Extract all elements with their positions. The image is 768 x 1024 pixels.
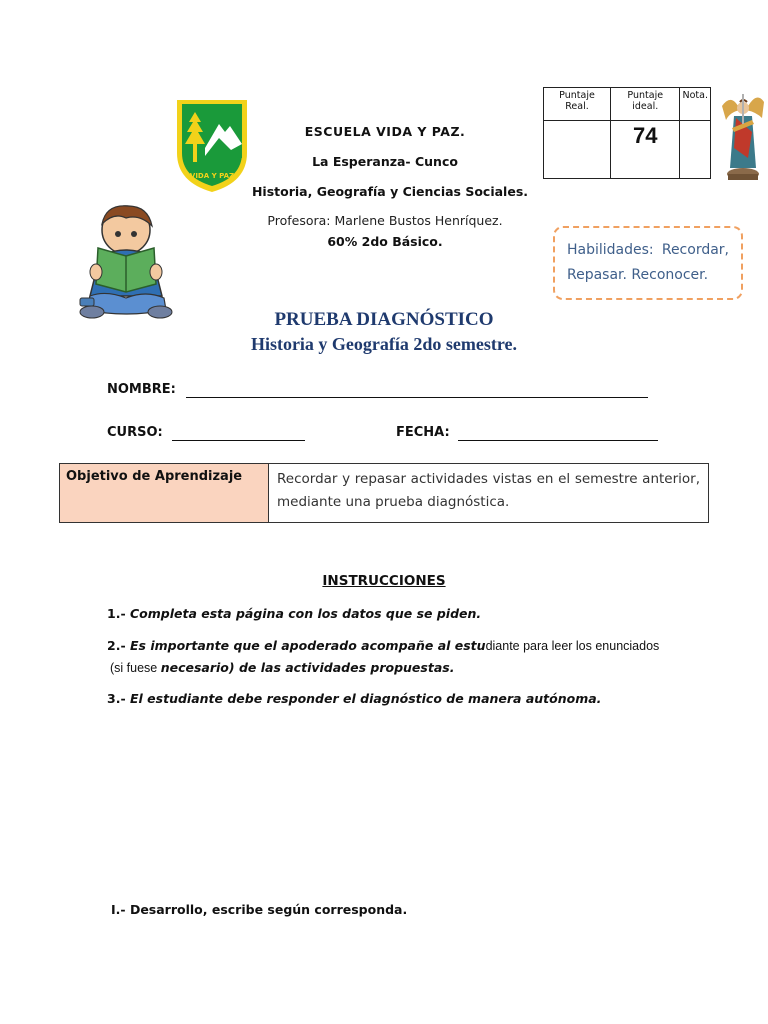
instruction-2-text-d: necesario) de las actividades propuestas.	[160, 660, 455, 675]
course-field[interactable]	[172, 439, 305, 441]
date-label: FECHA:	[396, 425, 450, 440]
instruction-1-text: Completa esta página con los datos que se piden.	[130, 606, 482, 621]
grade-level: 60% 2do Básico.	[327, 234, 443, 249]
exam-subtitle: Historia y Geografía 2do semestre.	[250, 334, 518, 354]
instruction-3-text: El estudiante debe responder el diagnóstico de manera autónoma.	[130, 691, 602, 706]
school-location: La Esperanza- Cunco	[312, 154, 458, 169]
objective-table	[59, 463, 709, 523]
score-ideal-value: 74	[633, 123, 658, 148]
objective-label: Objetivo de Aprendizaje	[60, 464, 269, 523]
instruction-3-number: 3.-	[107, 691, 126, 706]
score-real-value[interactable]	[544, 121, 611, 179]
angel-statue-image	[718, 88, 768, 188]
school-name: ESCUELA VIDA Y PAZ.	[304, 124, 466, 139]
objective-text: Recordar y repasar actividades vistas en el semestre anterior, mediante una prueba diagnóstica.	[269, 464, 709, 523]
score-grade-value[interactable]	[680, 121, 711, 179]
course-label: CURSO:	[107, 425, 163, 440]
instruction-3	[107, 691, 601, 706]
instruction-2	[107, 638, 659, 653]
instructions-title: INSTRUCCIONES	[322, 573, 446, 589]
instruction-2-continued	[110, 660, 454, 675]
score-table	[543, 87, 711, 179]
score-header-ideal: Puntaje ideal.	[611, 88, 680, 121]
instruction-1-number: 1.-	[107, 606, 126, 621]
skills-box	[553, 226, 743, 300]
shield-logo-text: VIDA Y PAZ	[189, 172, 235, 180]
teacher-name: Profesora: Marlene Bustos Henríquez.	[267, 213, 503, 228]
skills-text: Habilidades: Recordar, Repasar. Reconocer.	[567, 242, 729, 283]
subject-name: Historia, Geografía y Ciencias Sociales.	[251, 184, 529, 199]
instruction-2-text-a: Es importante que el apoderado acompañe al estu	[130, 638, 486, 653]
exam-title: PRUEBA DIAGNÓSTICO	[274, 309, 494, 330]
section-one-heading: I.- Desarrollo, escribe según corresponda.	[111, 902, 408, 917]
boy-reading-illustration	[76, 200, 176, 322]
school-shield-logo	[175, 98, 249, 194]
instruction-2-number: 2.-	[107, 638, 126, 653]
name-label: NOMBRE:	[107, 382, 176, 397]
name-field[interactable]	[186, 396, 648, 398]
instruction-2-text-c: (si fuese	[110, 661, 161, 675]
score-header-real: Puntaje Real.	[544, 88, 611, 121]
date-field[interactable]	[458, 439, 658, 441]
instruction-2-text-b: diante para leer los enunciados	[485, 639, 660, 653]
score-header-grade: Nota.	[680, 88, 711, 121]
instruction-1	[107, 606, 481, 621]
